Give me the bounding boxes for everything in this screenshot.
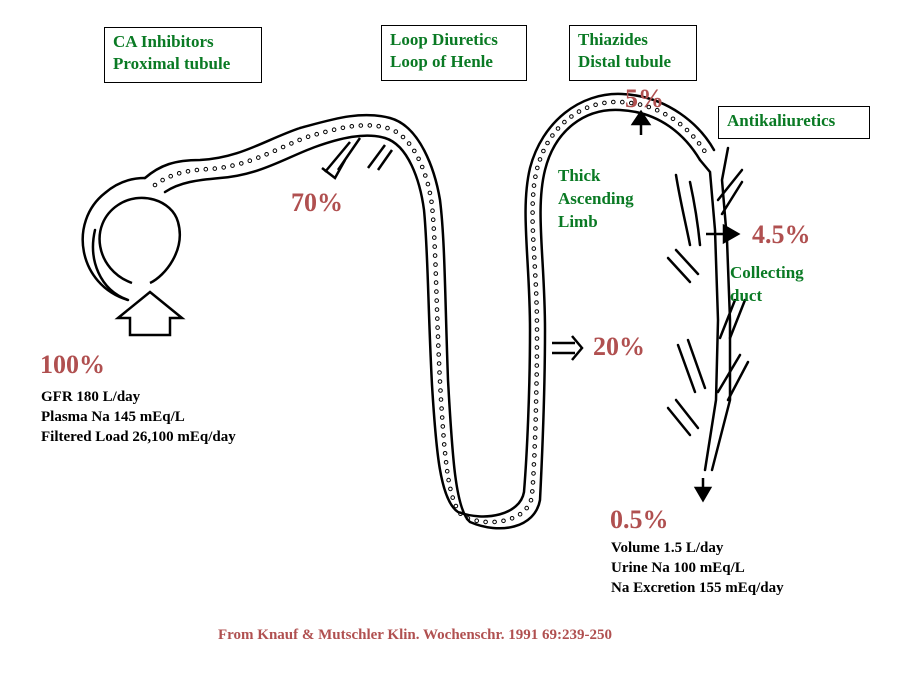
- loop-diuretics-label: Loop Diuretics: [390, 30, 498, 49]
- cell-dot: [533, 445, 537, 449]
- cell-dot: [431, 209, 435, 213]
- cell-dot: [386, 126, 390, 130]
- cell-dot: [401, 135, 405, 139]
- cell-dot: [394, 130, 398, 134]
- cell-dot: [186, 170, 190, 174]
- thiazides-label: Thiazides: [578, 30, 648, 49]
- cell-dot: [538, 158, 542, 162]
- cell-dot: [671, 117, 675, 121]
- cell-dot: [204, 167, 208, 171]
- cell-dot: [594, 103, 598, 107]
- gfr-line: GFR 180 L/day: [41, 389, 141, 405]
- cell-dot: [531, 229, 535, 233]
- cell-dot: [531, 481, 535, 485]
- cell-dot: [350, 125, 354, 129]
- cell-dot: [441, 425, 445, 429]
- cell-dot: [685, 128, 689, 132]
- distal-tubule-label: Distal tubule: [578, 52, 672, 71]
- cell-dot: [432, 227, 436, 231]
- cell-dot: [563, 120, 567, 124]
- ca-inhibitors-box: [104, 27, 262, 83]
- cell-dot: [424, 174, 428, 178]
- cell-dot: [534, 274, 538, 278]
- collecting-duct-label: Collecting duct: [730, 263, 804, 305]
- cell-dot: [195, 168, 199, 172]
- cell-dot: [433, 254, 437, 258]
- cell-dot: [531, 211, 535, 215]
- cell-dot: [484, 520, 488, 524]
- cell-dot: [535, 310, 539, 314]
- cell-dot: [359, 124, 363, 128]
- cell-dot: [542, 149, 546, 153]
- cell-dot: [407, 142, 411, 146]
- na-excretion-line: Na Excretion 155 mEq/day: [611, 580, 784, 596]
- source-citation: From Knauf & Mutschler Klin. Wochenschr. 1991 69:239-250: [218, 627, 613, 643]
- cell-dot: [161, 178, 165, 182]
- cell-dot: [324, 130, 328, 134]
- cell-dot: [413, 149, 417, 153]
- cell-dot: [534, 400, 538, 404]
- cell-dot: [431, 218, 435, 222]
- cell-dot: [434, 272, 438, 276]
- cell-dot: [306, 135, 310, 139]
- cell-dot: [533, 265, 537, 269]
- cell-dot: [426, 182, 430, 186]
- cell-dot: [703, 149, 707, 153]
- cell-dot: [534, 427, 538, 431]
- cell-dot: [531, 202, 535, 206]
- cell-dot: [603, 101, 607, 105]
- cell-dot: [434, 281, 438, 285]
- cell-dot: [531, 490, 535, 494]
- thiazides-box: [569, 25, 697, 81]
- cell-dot: [298, 138, 302, 142]
- cell-dot: [447, 478, 451, 482]
- cell-dot: [535, 382, 539, 386]
- cell-dot: [535, 319, 539, 323]
- filtered-percentage: 100%: [40, 350, 105, 379]
- cell-dot: [532, 472, 536, 476]
- cell-dot: [529, 498, 533, 502]
- cell-dot: [231, 164, 235, 168]
- cell-dot: [556, 127, 560, 131]
- cell-dot: [510, 517, 514, 521]
- cell-dot: [273, 149, 277, 153]
- cell-dot: [532, 184, 536, 188]
- cell-dot: [169, 174, 173, 178]
- cell-dot: [240, 162, 244, 166]
- cell-dot: [535, 328, 539, 332]
- cell-dot: [248, 159, 252, 163]
- cell-dot: [518, 512, 522, 516]
- cell-dot: [433, 236, 437, 240]
- cell-dot: [177, 172, 181, 176]
- proximal-tubule-label: Proximal tubule: [113, 54, 231, 73]
- bowmans-capsule: [83, 178, 180, 300]
- filtration-arrow: [118, 292, 182, 335]
- cell-dot: [438, 380, 442, 384]
- cell-dot: [570, 115, 574, 119]
- cell-dot: [533, 454, 537, 458]
- thick-ascending-limb-label: Thick Ascending Limb: [558, 166, 634, 231]
- cell-dot: [534, 409, 538, 413]
- cell-dot: [428, 191, 432, 195]
- cell-dot: [546, 141, 550, 145]
- cell-dot: [621, 100, 625, 104]
- cell-dot: [439, 389, 443, 393]
- ascending-percentage: 20%: [593, 332, 645, 361]
- cell-dot: [697, 142, 701, 146]
- cell-dot: [678, 122, 682, 126]
- cell-dot: [439, 398, 443, 402]
- cell-dot: [532, 463, 536, 467]
- cell-dot: [585, 106, 589, 110]
- cell-dot: [437, 344, 441, 348]
- cell-dot: [475, 519, 479, 523]
- collecting-duct: [668, 148, 748, 470]
- cell-dot: [440, 407, 444, 411]
- cell-dot: [368, 124, 372, 128]
- antikaliuretics-box: [718, 106, 870, 139]
- cell-dot: [436, 335, 440, 339]
- cell-dot: [433, 245, 437, 249]
- cell-dot: [692, 135, 696, 139]
- cell-dot: [534, 418, 538, 422]
- ca-inhibitors-label: CA Inhibitors: [113, 32, 214, 51]
- cell-dot: [535, 391, 539, 395]
- tubule: [93, 94, 714, 528]
- cell-dot: [525, 506, 529, 510]
- cell-dot: [577, 110, 581, 114]
- antikaliuretics-label: Antikaliuretics: [727, 111, 836, 130]
- cell-dot: [535, 355, 539, 359]
- cell-dot: [664, 112, 668, 116]
- cell-dot: [535, 346, 539, 350]
- cell-dot: [438, 371, 442, 375]
- cell-dot: [341, 126, 345, 130]
- cell-dot: [442, 443, 446, 447]
- cell-dot: [612, 100, 616, 104]
- cell-dot: [532, 247, 536, 251]
- cell-dot: [153, 183, 157, 187]
- cell-dot: [533, 256, 537, 260]
- cell-dot: [534, 175, 538, 179]
- cell-dot: [534, 283, 538, 287]
- cell-dot: [443, 452, 447, 456]
- cell-dot: [535, 364, 539, 368]
- cell-dot: [533, 436, 537, 440]
- cell-dot: [437, 362, 441, 366]
- cell-dot: [290, 142, 294, 146]
- cell-dot: [436, 317, 440, 321]
- cell-dot: [534, 292, 538, 296]
- cell-dot: [435, 290, 439, 294]
- cell-dot: [531, 193, 535, 197]
- loop-of-henle-label: Loop of Henle: [390, 52, 493, 71]
- cell-dot: [493, 520, 497, 524]
- excreted-percentage: 0.5%: [610, 505, 669, 534]
- cell-dot: [451, 496, 455, 500]
- cell-dot: [435, 299, 439, 303]
- cell-dot: [377, 124, 381, 128]
- excretion-stats: [611, 538, 784, 598]
- cell-dot: [420, 165, 424, 169]
- cell-dot: [332, 128, 336, 132]
- cell-dot: [551, 134, 555, 138]
- proximal-percentage: 70%: [291, 188, 343, 217]
- cell-dot: [434, 263, 438, 267]
- loop-diuretics-box: [381, 25, 527, 81]
- cell-dot: [281, 145, 285, 149]
- cell-dot: [535, 301, 539, 305]
- cell-dot: [535, 337, 539, 341]
- urine-na-line: Urine Na 100 mEq/L: [611, 560, 745, 576]
- cell-dot: [536, 166, 540, 170]
- distal-percentage: 5%: [625, 84, 664, 113]
- plasma-na-line: Plasma Na 145 mEq/L: [41, 409, 185, 425]
- cell-dot: [444, 461, 448, 465]
- cell-dot: [442, 434, 446, 438]
- cell-dot: [440, 416, 444, 420]
- cell-dot: [502, 519, 506, 523]
- filtration-stats: [41, 387, 236, 447]
- cell-dot: [532, 238, 536, 242]
- cell-dot: [535, 373, 539, 377]
- cell-dot: [435, 308, 439, 312]
- collecting-percentage: 4.5%: [752, 220, 811, 249]
- cell-dot: [449, 487, 453, 491]
- cell-dot: [257, 156, 261, 160]
- cell-dot: [531, 220, 535, 224]
- filtered-load-line: Filtered Load 26,100 mEq/day: [41, 429, 236, 445]
- cell-dot: [265, 153, 269, 157]
- cell-dot: [454, 504, 458, 508]
- volume-line: Volume 1.5 L/day: [611, 540, 724, 556]
- cell-dot: [213, 167, 217, 171]
- cell-dot: [445, 469, 449, 473]
- cell-dot: [430, 200, 434, 204]
- cell-dot: [222, 166, 226, 170]
- cell-dot: [315, 132, 319, 136]
- cell-dot: [437, 353, 441, 357]
- cell-dot: [417, 157, 421, 161]
- cell-dot: [436, 326, 440, 330]
